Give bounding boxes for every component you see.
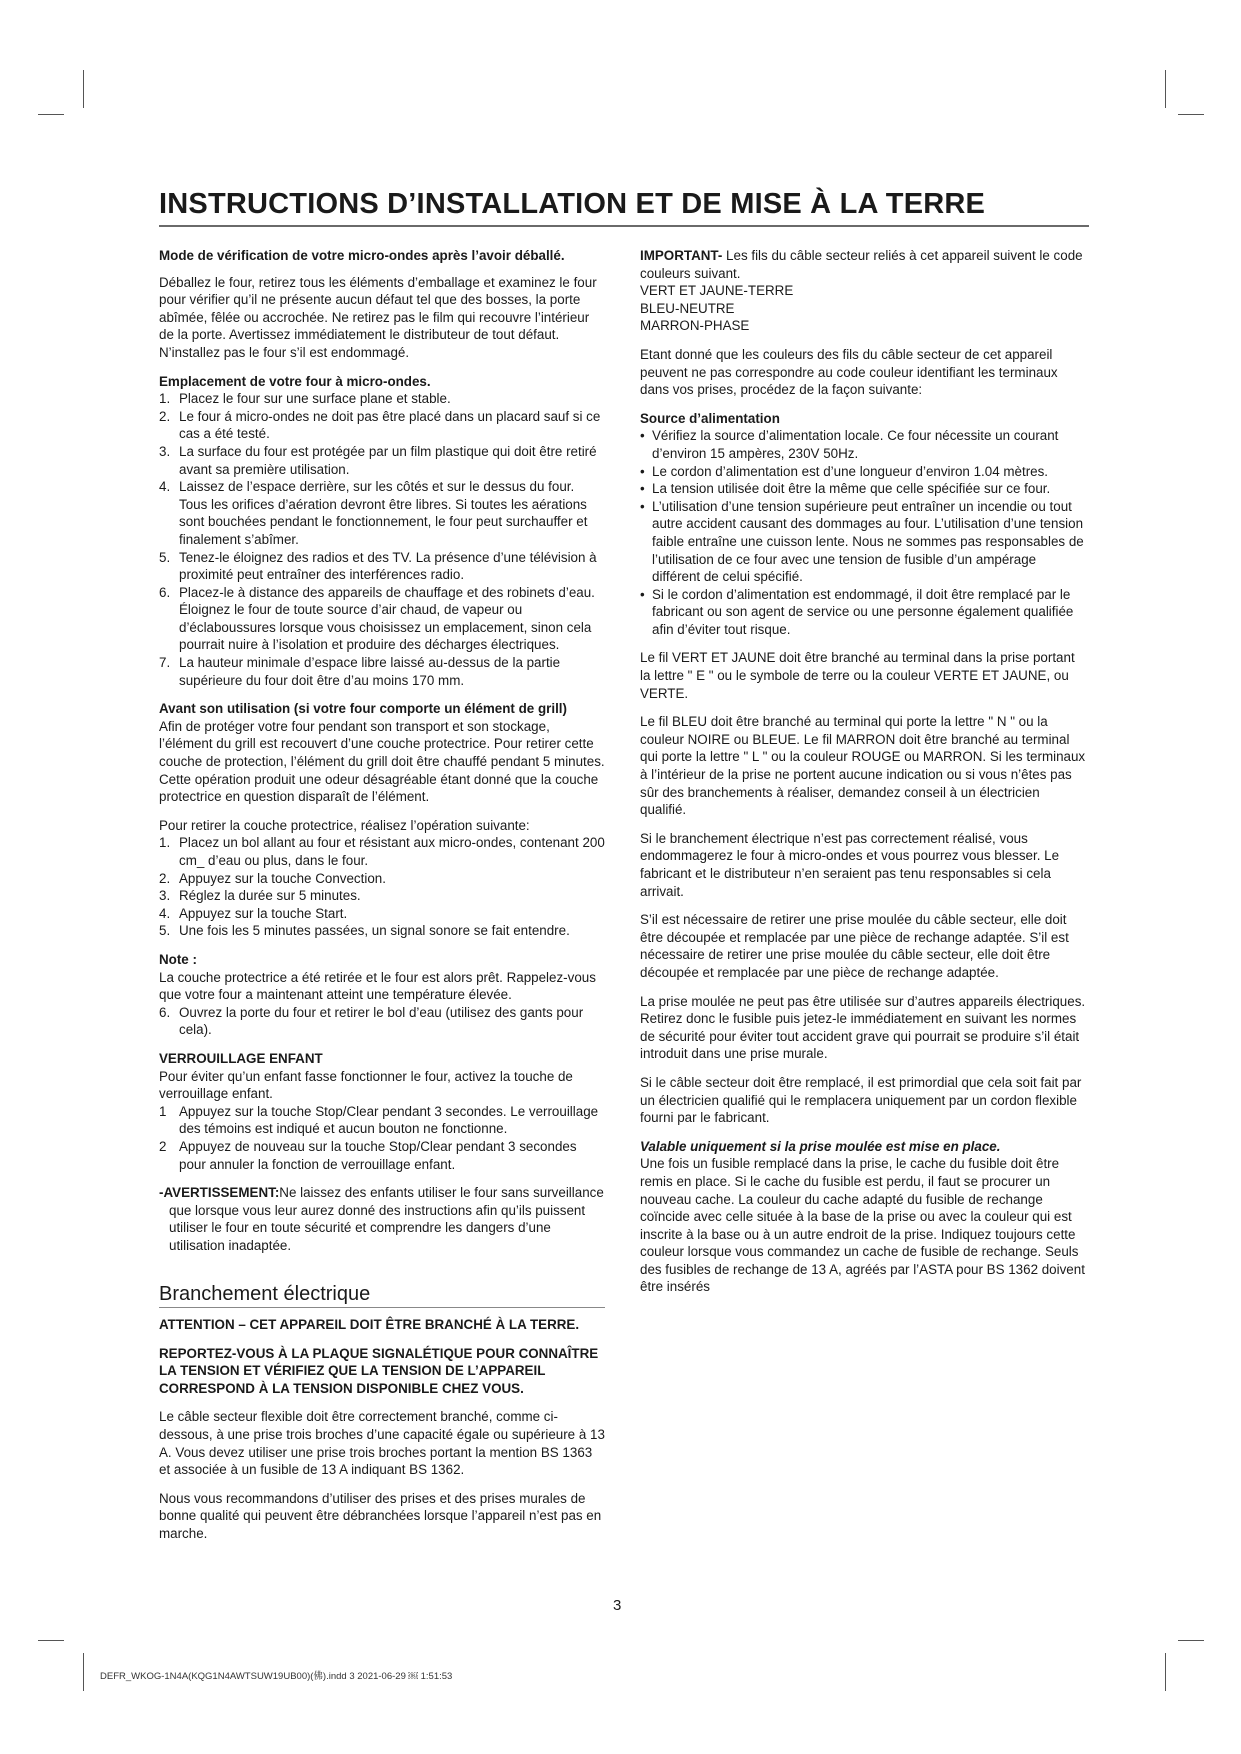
list-item: 1. Placez le four sur une surface plane et stable. [159,391,451,407]
list-item: 7. La hauteur minimale d’espace libre laissé au-dessus de la partie supérieure du four doit être d’au moins 170 mm. [159,655,561,688]
voltage-warning: REPORTEZ-VOUS À LA PLAQUE SIGNALÉTIQUE POUR CONNAÎTRE LA TENSION ET VÉRIFIEZ QUE LA TENSION DE L’APPAREIL CORRESPOND À LA TENSION DISPONIBLE CHEZ VOUS. [159,1345,599,1396]
color-note-paragraph: Etant donné que les couleurs des fils du câble secteur de cet appareil peuvent ne pas correspondre au code couleur identifiant les terminaux dans vos prises, procédez de la façon suivante: [640,346,1058,398]
page-title: INSTRUCTIONS D’INSTALLATION ET DE MISE À LA TERRE [159,188,1089,227]
crop-mark [1165,70,1166,108]
print-footer: DEFR_WKOG-1N4A(KQG1N4AWTSUW19UB00)(佛).indd 3 2021-06-29 ￼ 1:51:53 [100,1671,453,1682]
wire-code-phase: MARRON-PHASE [640,318,750,334]
list-item: • Le cordon d’alimentation est d’une longueur d’environ 1.04 mètres. [640,463,1049,479]
list-item: • Vérifiez la source d’alimentation locale. Ce four nécessite un courant d’environ 15 ampères, 230V 50Hz. [640,428,1059,461]
cable-replacement-paragraph: Si le câble secteur doit être remplacé, il est primordial que cela soit fait par un électricien qualifié qui le remplacera uniquement par un cordon flexible fourni par le fabricant. [640,1074,1082,1126]
section-heading-unpack: Mode de vérification de votre micro-ondes après l’avoir déballé. [159,248,565,263]
earth-warning: ATTENTION – CET APPAREIL DOIT ÊTRE BRANCHÉ À LA TERRE. [159,1317,580,1333]
right-column [640,247,1087,1307]
power-source-heading: Source d’alimentation [640,410,780,426]
list-item: 6. Ouvrez la porte du four et retirer le bol d’eau (utilisez des gants pour cela). [159,1004,584,1038]
fuse-cover-paragraph: Une fois un fusible remplacé dans la prise, le cache du fusible doit être remis en place. Si le cache du fusible est perdu, il faut se procurer un nouveau cache. La couleur du cache adapté du fusible de rechange coïncide avec celle située à la base de la prise ou avec la couleur qui est inscrite à la base ou à un autre endroit de la prise. Indiquez toujours cette couleur lorsque vous commandez un cache de fusible de rechange. Seuls des fusibles de rechange de 13 A, agréés par l’ASTA pour BS 1362 doivent être insérés [640,1156,1085,1295]
green-yellow-paragraph: Le fil VERT ET JAUNE doit être branché au terminal dans la prise portant la lettre " E " ou le symbole de terre ou la couleur VERTE ET JAUNE, ou VERTE. [640,650,1075,701]
wire-code-earth: VERT ET JAUNE-TERRE [640,283,794,299]
molded-plug-removal-paragraph: S’il est nécessaire de retirer une prise moulée du câble secteur, elle doit être découpée et remplacée par une pièce de rechange adaptée. S’il est nécessaire de retirer une prise moulée du câble secteur, elle doit être découpée et remplacée par une pièce de rechange adaptée. [640,912,1069,980]
list-item: 5. Tenez-le éloignez des radios et des TV. La présence d’une télévision à proximité peut entraîner des interférences radio. [159,549,597,583]
electrical-section [159,1283,605,1542]
placement-list [159,390,605,689]
list-item: 2 Appuyez de nouveau sur la touche Stop/Clear pendant 3 secondes pour annuler la fonction de verrouillage enfant. [159,1138,577,1172]
list-item: • Si le cordon d’alimentation est endommagé, il doit être remplacé par le fabricant ou son agent de service ou une personne également qualifiée afin d’éviter tout risque. [640,586,1074,637]
grill-paragraph: Afin de protéger votre four pendant son transport et son stockage, l’élément du grill est recouvert d’une couche protectrice. Pour retirer cette couche de protection, l’élément du grill doit être chauffé pendant 5 minutes. Cette opération produit une odeur désagréable étant donné que la couche protectrice en question disparaît de l’élément. [159,718,605,805]
list-item: • La tension utilisée doit être la même que celle spécifiée sur ce four. [640,481,1051,497]
list-item: 1. Placez un bol allant au four et résistant aux micro-ondes, contenant 200 cm_ d’eau ou plus, dans le four. [159,835,605,868]
left-column [159,247,605,1554]
list-item: 1 Appuyez sur la touche Stop/Clear pendant 3 secondes. Le verrouillage des témoins est indiqué et aucun bouton ne fonctionne. [159,1103,599,1137]
grill-steps [159,834,605,940]
crop-mark [38,1640,64,1641]
child-lock-heading: VERROUILLAGE ENFANT [159,1050,323,1066]
unpack-paragraph: Déballez le four, retirez tous les éléments d’emballage et examinez le four pour vérifier qu’il ne présente aucun défaut tel que des bosses, la porte abîmée, fêlée ou accrochée. Ne retirez pas le film qui recouvre l’intérieur de la porte. Avertissez immédiatement le distributeur de tout défaut. N’installez pas le four s’il est endommagé. [159,274,597,360]
sockets-paragraph: Nous vous recommandons d’utiliser des prises et des prises murales de bonne qualité qui peuvent être débranchées lorsque l’appareil n’est pas en marche. [159,1490,602,1541]
crop-mark [1165,1653,1166,1691]
note-steps [159,1004,605,1039]
important-text: Les fils du câble secteur reliés à cet appareil suivent le code couleurs suivant. [640,248,1083,281]
list-item: 2. Appuyez sur la touche Convection. [159,870,386,886]
child-lock-steps [159,1103,605,1173]
list-item: 4. Laissez de l’espace derrière, sur les côtés et sur le dessus du four. Tous les orifices d’aération devront être libres. Si toutes les aérations sont bouchées pendant le fonctionnement, le four peut surchauffer et finalement s’abîmer. [159,479,588,547]
incorrect-connection-paragraph: Si le branchement électrique n’est pas correctement réalisé, vous endommagerez le four à micro-ondes et vous pourrez vous blesser. Le fabricant et le distributeur n’en seraient pas tenu responsables si cela arrivait. [640,830,1060,899]
molded-plug-reuse-paragraph: La prise moulée ne peut pas être utilisée sur d’autres appareils électriques. Retirez donc le fusible puis jetez-le immédiatement en suivant les normes de sécurité pour éviter tout accident grave qui pourrait se produire s’il était introduit dans une prise murale. [640,993,1086,1062]
list-item: • L’utilisation d’une tension supérieure peut entraîner un incendie ou tout autre accident causant des dommages au four. L’utilisation d’une tension faible entraîne une cuisson lente. Nous ne sommes pas responsables de l’utilisation de ce four avec une tension de fusible d’un ampérage différent de celui spécifié. [640,498,1084,585]
crop-mark [83,1653,84,1691]
molded-plug-heading: Valable uniquement si la prise moulée est mise en place. [640,1138,1001,1154]
crop-mark [1178,114,1204,115]
crop-mark [83,70,84,108]
warning-text: Ne laissez des enfants utiliser le four sans surveillance que lorsque vous leur aurez donné des instructions afin qu’ils puissent utiliser le four en toute sécurité et comprendre les dangers d’une utilisation inadaptée. [169,1185,604,1253]
warning-label: -AVERTISSEMENT: [159,1185,280,1201]
grill-intro: Pour retirer la couche protectrice, réalisez l’opération suivante: [159,817,530,833]
important-paragraph [640,247,1087,282]
crop-mark [1178,1640,1204,1641]
list-item: 5. Une fois les 5 minutes passées, un signal sonore se fait entendre. [159,923,570,939]
section-heading-placement: Emplacement de votre four à micro-ondes. [159,373,431,389]
note-paragraph: La couche protectrice a été retirée et le four est alors prêt. Rappelez-vous que votre four a maintenant atteint une température élevée. [159,969,596,1003]
warning-paragraph [159,1184,605,1254]
important-label: IMPORTANT- [640,248,723,263]
crop-mark [38,114,64,115]
cable-paragraph: Le câble secteur flexible doit être correctement branché, comme ci-dessous, à une prise trois broches d’une capacité égale ou supérieure à 13 A. Vous devez utiliser une prise trois broches portant la mention BS 1363 et associée à un fusible de 13 A indiquant BS 1362. [159,1409,605,1478]
section-heading-grill: Avant son utilisation (si votre four comporte un élément de grill) [159,701,567,717]
blue-brown-paragraph: Le fil BLEU doit être branché au terminal qui porte la lettre " N " ou la couleur NOIRE ou BLEUE. Le fil MARRON doit être branché au terminal qui porte la lettre " L " ou la couleur ROUGE ou MARRON. Si les terminaux à l’intérieur de la prise ne portent aucune indication ou si vous n’êtes pas sûr des branchements à réaliser, demandez conseil à un électricien qualifié. [640,714,1086,818]
wire-code-neutral: BLEU-NEUTRE [640,300,735,316]
child-lock-paragraph: Pour éviter qu’un enfant fasse fonctionner le four, activez la touche de verrouillage enfant. [159,1068,573,1102]
power-source-list [640,427,1087,638]
electrical-section-title: Branchement électrique [159,1286,605,1308]
list-item: 2. Le four á micro-ondes ne doit pas être placé dans un placard sauf si ce cas a été testé. [159,408,601,442]
list-item: 3. La surface du four est protégée par un film plastique qui doit être retiré avant sa première utilisation. [159,443,597,477]
list-item: 4. Appuyez sur la touche Start. [159,905,348,921]
list-item: 3. Réglez la durée sur 5 minutes. [159,888,361,904]
page-number: 3 [613,1597,622,1614]
note-heading: Note : [159,951,197,967]
list-item: 6. Placez-le à distance des appareils de chauffage et des robinets d’eau. Éloignez le four de toute source d’air chaud, de vapeur ou d’éclaboussures lorsque vous choisissez un emplacement, sinon cela pourrait nuire à l’isolation et produire des décharges électriques. [159,584,595,653]
